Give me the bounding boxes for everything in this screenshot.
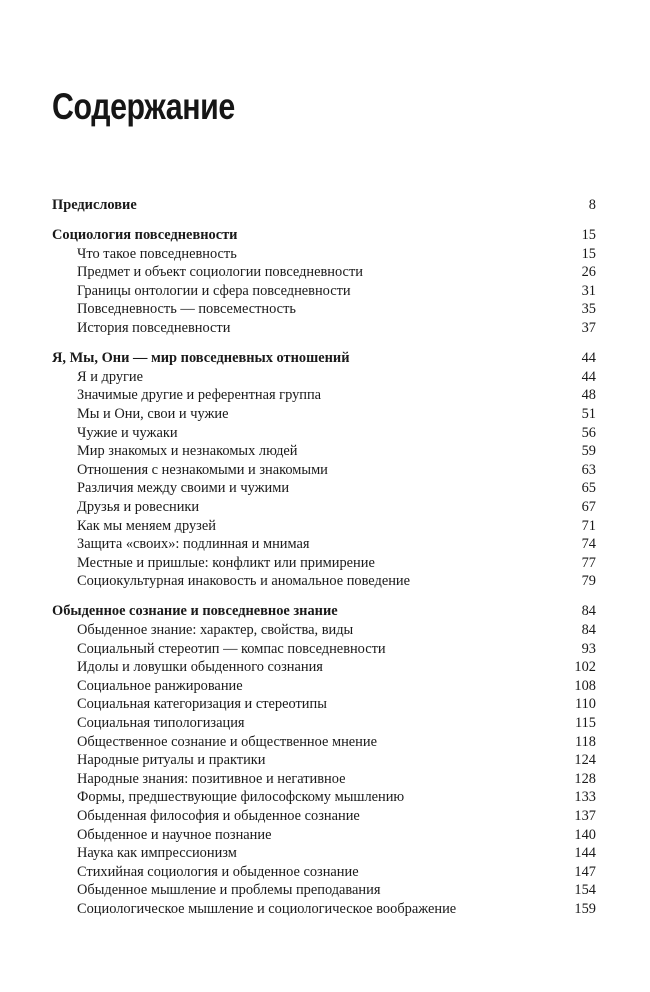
page-number: 31 bbox=[581, 282, 596, 299]
toc-chapter-entry[interactable] bbox=[52, 349, 596, 368]
toc-chapter-entry[interactable] bbox=[52, 226, 596, 245]
toc-entry-title: Социальное ранжирование bbox=[77, 677, 243, 694]
toc-subentry[interactable] bbox=[52, 386, 596, 405]
toc-entry-title: Чужие и чужаки bbox=[77, 424, 178, 441]
toc-subentry[interactable] bbox=[52, 863, 596, 882]
page-number: 128 bbox=[574, 770, 596, 787]
toc-section bbox=[52, 349, 596, 591]
table-of-contents bbox=[52, 196, 596, 930]
page-number: 8 bbox=[588, 197, 596, 213]
toc-subentry[interactable] bbox=[52, 788, 596, 807]
page-number: 15 bbox=[581, 245, 596, 262]
toc-subentry[interactable] bbox=[52, 844, 596, 863]
toc-subentry[interactable] bbox=[52, 405, 596, 424]
page-number: 35 bbox=[581, 301, 596, 318]
toc-subentry[interactable] bbox=[52, 461, 596, 480]
page-number: 44 bbox=[581, 368, 596, 385]
page-number: 63 bbox=[581, 461, 596, 478]
page-number: 74 bbox=[581, 536, 596, 553]
toc-subentry[interactable] bbox=[52, 881, 596, 900]
toc-subentry[interactable] bbox=[52, 368, 596, 387]
toc-section bbox=[52, 226, 596, 338]
page-number: 124 bbox=[574, 752, 596, 769]
toc-entry-title: Местные и пришлые: конфликт или примирение bbox=[77, 554, 375, 571]
toc-subentry[interactable] bbox=[52, 900, 596, 919]
page-number: 147 bbox=[574, 863, 596, 880]
toc-subentry[interactable] bbox=[52, 245, 596, 264]
toc-subentry[interactable] bbox=[52, 535, 596, 554]
page-number: 65 bbox=[581, 480, 596, 497]
toc-subentry[interactable] bbox=[52, 442, 596, 461]
toc-chapter-title: Предисловие bbox=[52, 197, 137, 213]
toc-entry-title: Народные знания: позитивное и негативное bbox=[77, 770, 346, 787]
toc-entry-title: Социокультурная инаковость и аномальное поведение bbox=[77, 573, 410, 590]
toc-entry-title: Социологическое мышление и социологическое воображение bbox=[77, 900, 457, 917]
toc-section bbox=[52, 602, 596, 918]
toc-entry-title: Различия между своими и чужими bbox=[77, 480, 290, 497]
toc-entry-title: Наука как импрессионизм bbox=[77, 845, 237, 862]
page-number: 115 bbox=[574, 714, 596, 731]
toc-subentry[interactable] bbox=[52, 572, 596, 591]
page-number: 67 bbox=[581, 498, 596, 515]
page-number: 108 bbox=[574, 677, 596, 694]
toc-subentry[interactable] bbox=[52, 479, 596, 498]
page-number: 93 bbox=[581, 640, 596, 657]
page-number: 15 bbox=[581, 227, 596, 244]
toc-entry-title: Предмет и объект социологии повседневности bbox=[77, 264, 363, 281]
toc-chapter-title: Обыденное сознание и повседневное знание bbox=[52, 603, 338, 620]
toc-entry-title: Стихийная социология и обыденное сознание bbox=[77, 863, 359, 880]
toc-subentry[interactable] bbox=[52, 282, 596, 301]
page-title: Содержание bbox=[52, 86, 235, 127]
toc-subentry[interactable] bbox=[52, 319, 596, 338]
page-number: 133 bbox=[574, 789, 596, 806]
toc-chapter-entry[interactable] bbox=[52, 602, 596, 621]
page-number: 26 bbox=[581, 264, 596, 281]
toc-subentry[interactable] bbox=[52, 554, 596, 573]
toc-entry-title: Как мы меняем друзей bbox=[77, 517, 216, 534]
toc-entry-title: Общественное сознание и общественное мнение bbox=[77, 733, 377, 750]
toc-entry-title: Социальный стереотип — компас повседневности bbox=[77, 640, 386, 657]
page-number: 154 bbox=[574, 882, 596, 899]
toc-entry-title: Обыденное и научное познание bbox=[77, 826, 272, 843]
toc-subentry[interactable] bbox=[52, 621, 596, 640]
toc-entry-title: Обыденное мышление и проблемы преподавания bbox=[77, 882, 381, 899]
toc-entry-title: Обыденное знание: характер, свойства, виды bbox=[77, 621, 354, 638]
toc-entry-title: Мир знакомых и незнакомых людей bbox=[77, 443, 298, 460]
toc-entry-title: Социальная типологизация bbox=[77, 714, 245, 731]
toc-subentry[interactable] bbox=[52, 770, 596, 789]
toc-entry-title: Идолы и ловушки обыденного сознания bbox=[77, 659, 323, 676]
page-number: 59 bbox=[581, 443, 596, 460]
page-number: 110 bbox=[574, 696, 596, 713]
toc-entry-title: Обыденная философия и обыденное сознание bbox=[77, 807, 360, 824]
toc-chapter-title: Я, Мы, Они — мир повседневных отношений bbox=[52, 350, 350, 367]
toc-subentry[interactable] bbox=[52, 517, 596, 536]
toc-entry-title: Социальная категоризация и стереотипы bbox=[77, 696, 327, 713]
page-number: 56 bbox=[581, 424, 596, 441]
page-number: 48 bbox=[581, 387, 596, 404]
page-number: 71 bbox=[581, 517, 596, 534]
toc-entry-title: Границы онтологии и сфера повседневности bbox=[77, 282, 351, 299]
toc-subentry[interactable] bbox=[52, 807, 596, 826]
page-number: 84 bbox=[581, 621, 596, 638]
toc-subentry[interactable] bbox=[52, 733, 596, 752]
toc-section bbox=[52, 196, 596, 215]
toc-entry-title: Что такое повседневность bbox=[77, 245, 237, 262]
page-number: 51 bbox=[581, 405, 596, 422]
toc-entry-title: Отношения с незнакомыми и знакомыми bbox=[77, 461, 328, 478]
toc-subentry[interactable] bbox=[52, 677, 596, 696]
toc-subentry[interactable] bbox=[52, 498, 596, 517]
page-number: 137 bbox=[574, 807, 596, 824]
toc-entry-title: Формы, предшествующие философскому мышлению bbox=[77, 789, 405, 806]
toc-subentry[interactable] bbox=[52, 714, 596, 733]
toc-entry-title: История повседневности bbox=[77, 320, 231, 337]
toc-subentry[interactable] bbox=[52, 640, 596, 659]
page-number: 118 bbox=[574, 733, 596, 750]
toc-subentry[interactable] bbox=[52, 263, 596, 282]
page-number: 159 bbox=[574, 900, 596, 917]
toc-entry-title: Мы и Они, свои и чужие bbox=[77, 405, 229, 422]
page-number: 79 bbox=[581, 573, 596, 590]
toc-chapter-entry[interactable] bbox=[52, 196, 596, 215]
toc-entry-title: Друзья и ровесники bbox=[77, 498, 200, 515]
toc-subentry[interactable] bbox=[52, 826, 596, 845]
page-number: 37 bbox=[581, 320, 596, 337]
toc-subentry[interactable] bbox=[52, 300, 596, 319]
page-number: 44 bbox=[581, 350, 596, 367]
toc-entry-title: Повседневность — повсеместность bbox=[77, 301, 296, 318]
page-number: 84 bbox=[581, 603, 596, 620]
page-number: 140 bbox=[574, 826, 596, 843]
toc-entry-title: Значимые другие и референтная группа bbox=[77, 387, 322, 404]
toc-subentry[interactable] bbox=[52, 658, 596, 677]
toc-entry-title: Я и другие bbox=[77, 368, 144, 385]
toc-subentry[interactable] bbox=[52, 751, 596, 770]
toc-entry-title: Защита «своих»: подлинная и мнимая bbox=[77, 536, 310, 553]
toc-entry-title: Народные ритуалы и практики bbox=[77, 752, 266, 769]
page-number: 144 bbox=[574, 845, 596, 862]
toc-subentry[interactable] bbox=[52, 695, 596, 714]
toc-subentry[interactable] bbox=[52, 424, 596, 443]
page-number: 77 bbox=[581, 554, 596, 571]
toc-chapter-title: Социология повседневности bbox=[52, 227, 238, 244]
page-number: 102 bbox=[574, 659, 596, 676]
